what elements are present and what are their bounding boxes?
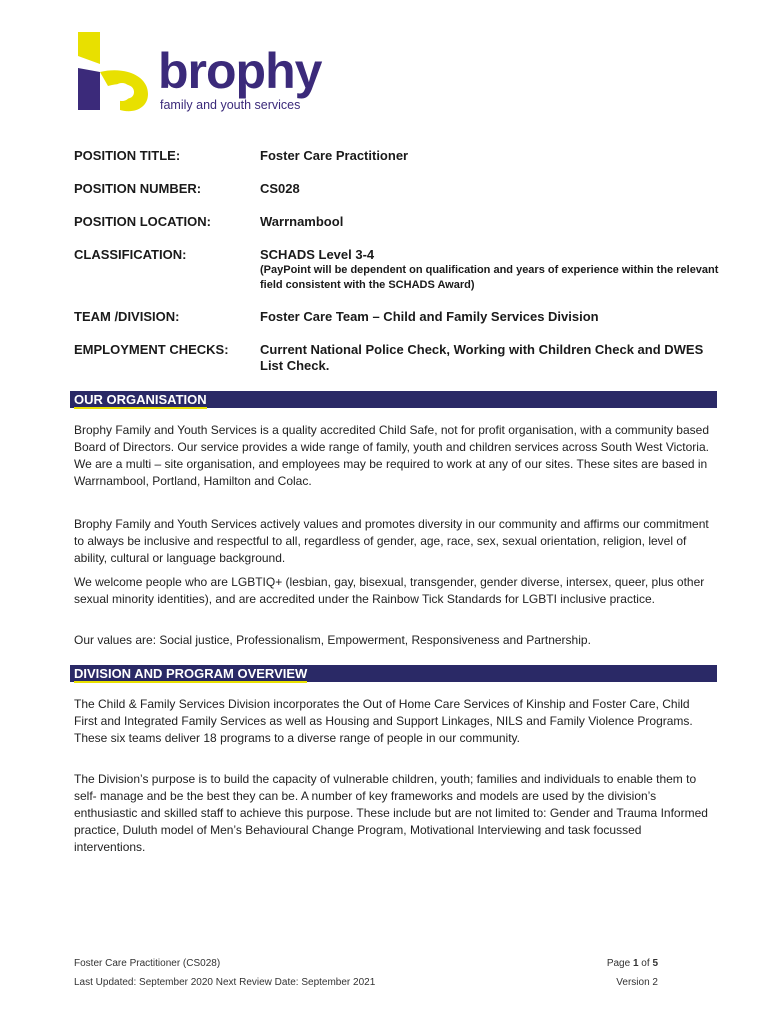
field-label: TEAM /DIVISION: bbox=[74, 309, 180, 324]
field-value: Foster Care Practitioner bbox=[260, 148, 409, 163]
paragraph: We welcome people who are LGBTIQ+ (lesbian, gay, bisexual, transgender, gender diverse, intersex, queer, plus other sexual minority identities), and are accredited under the Rainbow Tick Standards for LGBTI inclusive practice. bbox=[74, 575, 705, 606]
footer-updated: Last Updated: September 2020 Next Review Date: September 2021 bbox=[74, 977, 376, 988]
section-heading-text: OUR ORGANISATION bbox=[74, 392, 207, 407]
section-heading-division bbox=[70, 665, 717, 682]
page-of: of bbox=[638, 958, 653, 969]
page-prefix: Page bbox=[606, 958, 633, 969]
page-total: 5 bbox=[652, 958, 658, 969]
field-label: POSITION NUMBER: bbox=[74, 181, 202, 196]
page-num: 1 bbox=[632, 958, 639, 969]
paragraph: Brophy Family and Youth Services is a quality accredited Child Safe, not for profit organisation, with a community based Board of Directors. Our service provides a wide range of family, youth and children services across South West Victoria. We are a multi – site organisation, and employees may be required to work at any of our sites. These sites are based in Warrnambool, Portland, Hamilton and Colac. bbox=[74, 423, 709, 488]
paragraph: The Child & Family Services Division incorporates the Out of Home Care Services of Kinship and Foster Care, Child First and Integrated Family Services as well as Housing and Support Linkages, NILS and Family Violence Programs. These six teams deliver 18 programs to a diverse range of people in our community. bbox=[74, 697, 693, 745]
section-heading-text: DIVISION AND PROGRAM OVERVIEW bbox=[74, 666, 308, 681]
section-heading-organisation bbox=[70, 391, 717, 408]
paragraph: Our values are: Social justice, Professionalism, Empowerment, Responsiveness and Partnership. bbox=[74, 633, 591, 647]
field-value: CS028 bbox=[260, 181, 300, 196]
paragraph: The Division’s purpose is to build the capacity of vulnerable children, youth; families and individuals to enable them to self- manage and be the best they can be. A number of key frameworks and models are used by the division’s enthusiastic and skilled staff to achieve this purpose. These include but are not limited to: Gender and Trauma Informed practice, Duluth model of Men’s Behavioural Change Program, Motivational Interviewing and task focussed interventions. bbox=[74, 772, 708, 854]
footer-page-number bbox=[607, 958, 658, 969]
field-value: Current National Police Check, Working with Children Check and DWES List Check. bbox=[260, 342, 704, 373]
logo-tagline: family and youth services bbox=[160, 98, 301, 112]
field-label: POSITION TITLE: bbox=[74, 148, 181, 163]
logo-mark-icon bbox=[70, 28, 160, 118]
footer-version: Version 2 bbox=[616, 977, 658, 988]
field-value-group bbox=[260, 247, 720, 293]
field-value: Warrnambool bbox=[260, 214, 344, 229]
logo-wordmark: brophy bbox=[158, 43, 322, 99]
paragraph: Brophy Family and Youth Services actively values and promotes diversity in our community and affirms our commitment to always be inclusive and respectful to all, regardless of gender, age, race, sex, sexual orientation, religion, level of ability, cultural or language background. bbox=[74, 517, 709, 565]
field-note: (PayPoint will be dependent on qualification and years of experience within the relevant field consistent with the SCHADS Award) bbox=[260, 264, 719, 291]
brophy-logo bbox=[70, 28, 340, 118]
field-value: SCHADS Level 3-4 bbox=[260, 247, 375, 262]
field-label: EMPLOYMENT CHECKS: bbox=[74, 342, 229, 357]
field-label: CLASSIFICATION: bbox=[74, 247, 187, 262]
field-value: Foster Care Team – Child and Family Services Division bbox=[260, 309, 599, 324]
footer-doc-title: Foster Care Practitioner (CS028) bbox=[74, 958, 221, 969]
field-label: POSITION LOCATION: bbox=[74, 214, 211, 229]
